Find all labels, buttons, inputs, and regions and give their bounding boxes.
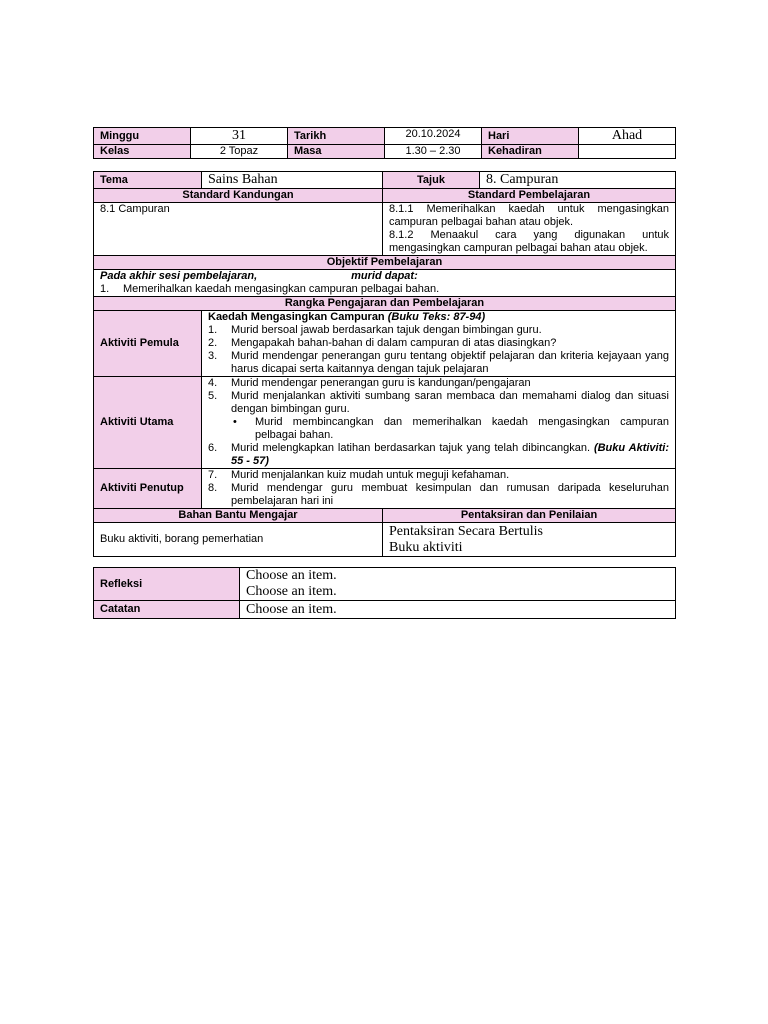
list-item: 5. Murid menjalankan aktiviti sumbang saran membaca dan memahami dialog dan situasi dengan bimbingan guru. bbox=[208, 390, 669, 415]
utama-list-cont bbox=[208, 442, 669, 468]
objektif-intro-b: murid dapat: bbox=[351, 270, 418, 282]
aktiviti-pemula-label: Aktiviti Pemula bbox=[94, 311, 202, 377]
list-item: 3. Murid mendengar penerangan guru tentang objektif pelajaran dan kriteria kejayaan yang harus dicapai serta kaitannya dengan tajuk pelajaran bbox=[208, 350, 669, 375]
aktiviti-penutup-label: Aktiviti Penutup bbox=[94, 469, 202, 509]
masa-label: Masa bbox=[288, 145, 385, 159]
tarikh-value[interactable]: 20.10.2024 bbox=[385, 128, 482, 145]
standard-kandungan-header: Standard Kandungan bbox=[94, 189, 383, 203]
header-info-table bbox=[93, 127, 676, 159]
objektif-list bbox=[100, 283, 669, 296]
refleksi-dropdown[interactable]: Choose an item. bbox=[246, 568, 337, 583]
rangka-header: Rangka Pengajaran dan Pembelajaran bbox=[94, 297, 676, 311]
list-item: 2. Mengapakah bahan-bahan di dalam campuran di atas diasingkan? bbox=[208, 337, 557, 349]
pentaksiran-cell[interactable] bbox=[383, 523, 676, 557]
minggu-value[interactable]: 31 bbox=[191, 128, 288, 145]
tarikh-label: Tarikh bbox=[288, 128, 385, 145]
standard-pembelajaran-header: Standard Pembelajaran bbox=[383, 189, 676, 203]
pemula-title: Kaedah Mengasingkan Campuran (Buku Teks: 87-94) bbox=[208, 311, 486, 323]
bbm-value[interactable]: Buku aktiviti, borang pemerhatian bbox=[94, 523, 383, 557]
hari-value[interactable]: Ahad bbox=[579, 128, 676, 145]
kehadiran-label: Kehadiran bbox=[482, 145, 579, 159]
objektif-cell bbox=[94, 270, 676, 297]
bullet-icon: • bbox=[233, 416, 237, 428]
tema-value[interactable]: Sains Bahan bbox=[202, 172, 383, 189]
list-item: 1. Memerihalkan kaedah mengasingkan campuran pelbagai bahan. bbox=[100, 283, 440, 295]
refleksi-table bbox=[93, 567, 676, 619]
bbm-header: Bahan Bantu Mengajar bbox=[94, 509, 383, 523]
tajuk-value[interactable]: 8. Campuran bbox=[480, 172, 676, 189]
list-item: 1. Murid bersoal jawab berdasarkan tajuk dengan bimbingan guru. bbox=[208, 324, 542, 336]
aktiviti-pemula-cell bbox=[202, 311, 676, 377]
objektif-intro-a: Pada akhir sesi pembelajaran, bbox=[100, 270, 258, 282]
catatan-dropdown[interactable]: Choose an item. bbox=[240, 601, 676, 619]
objektif-header: Objektif Pembelajaran bbox=[94, 256, 676, 270]
masa-value[interactable]: 1.30 – 2.30 bbox=[385, 145, 482, 159]
refleksi-label: Refleksi bbox=[94, 568, 240, 601]
standard-pembelajaran-item: 8.1.1 Memerihalkan kaedah untuk mengasingkan campuran pelbagai bahan atau objek. bbox=[389, 203, 669, 228]
kehadiran-value[interactable] bbox=[579, 145, 676, 159]
standard-kandungan-value: 8.1 Campuran bbox=[94, 203, 383, 256]
utama-list bbox=[208, 377, 669, 416]
aktiviti-utama-label: Aktiviti Utama bbox=[94, 377, 202, 469]
list-item: 4. Murid mendengar penerangan guru is kandungan/pengajaran bbox=[208, 377, 531, 389]
tema-label: Tema bbox=[94, 172, 202, 189]
pentaksiran-value[interactable]: Pentaksiran Secara Bertulis bbox=[389, 523, 543, 539]
hari-label: Hari bbox=[482, 128, 579, 145]
catatan-label: Catatan bbox=[94, 601, 240, 619]
objektif-intro bbox=[100, 270, 669, 283]
penutup-list bbox=[208, 469, 669, 508]
refleksi-dropdown[interactable]: Choose an item. bbox=[246, 584, 337, 599]
list-item: 6. Murid melengkapkan latihan berdasarkan tajuk yang telah dibincangkan. (Buku Aktiviti: 55 - 57) bbox=[208, 442, 669, 467]
pemula-list bbox=[208, 324, 669, 376]
lesson-plan-table bbox=[93, 171, 676, 557]
pentaksiran-header: Pentaksiran dan Penilaian bbox=[383, 509, 676, 523]
list-item: 7. Murid menjalankan kuiz mudah untuk meguji kefahaman. bbox=[208, 469, 510, 481]
utama-bullet-item: • Murid membincangkan dan memerihalkan kaedah mengasingkan campuran pelbagai bahan. bbox=[233, 416, 669, 441]
aktiviti-penutup-cell bbox=[202, 469, 676, 509]
tajuk-label: Tajuk bbox=[383, 172, 480, 189]
kelas-label: Kelas bbox=[94, 145, 191, 159]
aktiviti-utama-cell bbox=[202, 377, 676, 469]
kelas-value[interactable]: 2 Topaz bbox=[191, 145, 288, 159]
pentaksiran-value[interactable]: Buku aktiviti bbox=[389, 539, 463, 555]
standard-pembelajaran-cell bbox=[383, 203, 676, 256]
standard-pembelajaran-item: 8.1.2 Menaakul cara yang digunakan untuk mengasingkan campuran pelbagai bahan atau objek. bbox=[389, 229, 669, 254]
list-item: 8. Murid mendengar guru membuat kesimpulan dan rumusan daripada keseluruhan pembelajaran hari ini bbox=[208, 482, 669, 507]
minggu-label: Minggu bbox=[94, 128, 191, 145]
refleksi-cell[interactable] bbox=[240, 568, 676, 601]
